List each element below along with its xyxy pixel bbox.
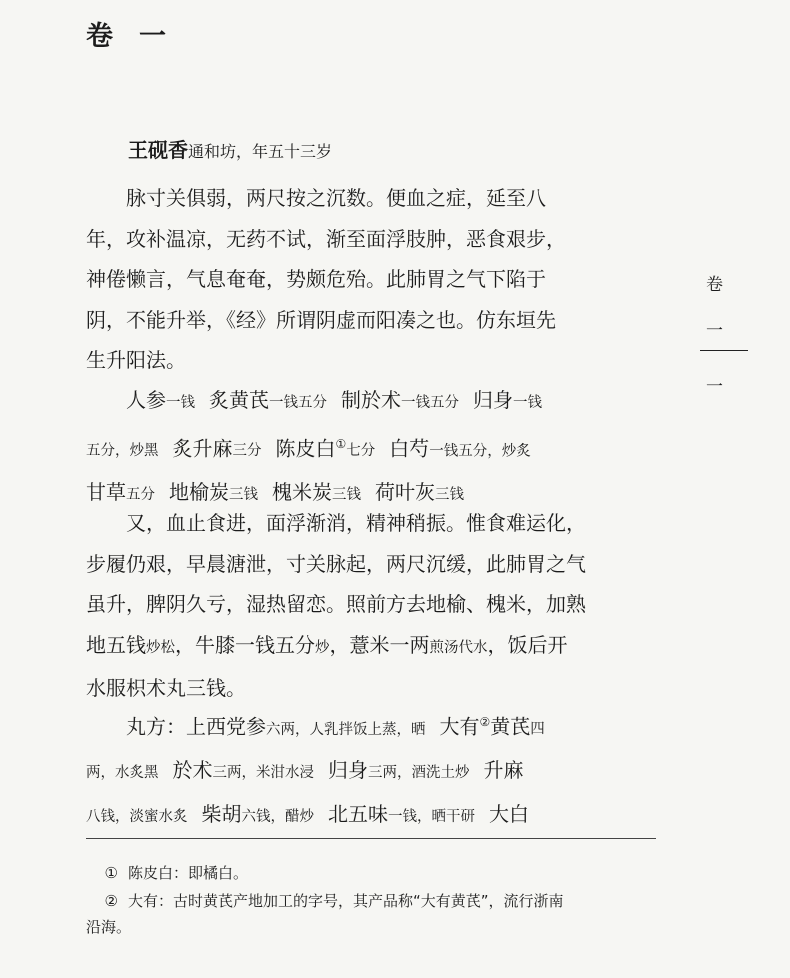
side-label-top: 卷 bbox=[706, 275, 723, 295]
text-line: 水服枳术丸三钱。 bbox=[86, 676, 246, 700]
side-label-mid: 一 bbox=[706, 321, 723, 341]
text-line: 神倦懒言，气息奄奄，势颇危殆。此肺胃之气下陷于 bbox=[86, 267, 546, 291]
text-line: 生升阳法。 bbox=[86, 348, 186, 372]
chapter-title-right: 一 bbox=[139, 21, 168, 52]
chapter-title-left: 卷 bbox=[86, 21, 115, 52]
footnote-ref-2: ② bbox=[479, 715, 491, 729]
text-line: 虽升，脾阴久亏，湿热留恋。照前方去地榆、槐米，加熟 bbox=[86, 592, 586, 616]
case-paragraph-2 bbox=[86, 503, 666, 709]
footnote-mark: ② bbox=[104, 892, 118, 910]
footnote-2 bbox=[86, 888, 666, 940]
text-line: 甘草五分 地榆炭三钱 槐米炭三钱 荷叶灰三钱 bbox=[86, 479, 464, 504]
patient-name: 王砚香 bbox=[128, 138, 188, 162]
text-line: 八钱，淡蜜水炙 柴胡六钱，醋炒 北五味一钱，晒干研 大白 bbox=[86, 801, 529, 826]
text-line: 步履仍艰，早晨溏泄，寸关脉起，两尺沉缓，此肺胃之气 bbox=[86, 551, 586, 576]
text-line: 两，水炙黑 於术三两，米泔水浸 归身三两，酒洗土炒 升麻 bbox=[86, 758, 524, 783]
text-line: 又，血止食进，面浮渐消，精神稍振。惟食难运化， bbox=[126, 511, 586, 535]
text-line: 年，攻补温凉，无药不试，渐至面浮肢肿，恶食艰步， bbox=[86, 226, 566, 251]
text-line: 人参一钱 炙黄芪一钱五分 制於术一钱五分 归身一钱 bbox=[126, 388, 542, 412]
footnote-divider bbox=[86, 838, 656, 839]
herb: 人参 bbox=[126, 388, 166, 412]
text-line: 地五钱炒松，牛膝一钱五分炒，薏米一两煎汤代水，饭后开 bbox=[86, 632, 568, 657]
text-line: 阴，不能升举，《经》所谓阴虚而阳凑之也。仿东垣先 bbox=[86, 307, 556, 332]
footnote-text: 大有：古时黄芪产地加工的字号，其产品称“大有黄芪”，流行浙南 bbox=[128, 892, 564, 910]
footnote-mark: ① bbox=[104, 864, 118, 882]
footnote-1 bbox=[86, 860, 666, 886]
case-heading bbox=[128, 134, 332, 163]
chapter-title bbox=[86, 14, 168, 53]
side-divider bbox=[700, 350, 748, 351]
footnote-text: 陈皮白：即橘白。 bbox=[128, 864, 249, 882]
pill-formula bbox=[86, 702, 666, 837]
case-paragraph-1 bbox=[86, 178, 666, 381]
footnote-ref-1: ① bbox=[335, 436, 347, 451]
footnote-text-cont: 沿海。 bbox=[86, 918, 132, 936]
patient-meta: 通和坊，年五十三岁 bbox=[188, 142, 333, 161]
text-line: 五分，炒黑 炙升麻三分 陈皮白①七分 白芍一钱五分，炒炙 bbox=[86, 436, 531, 461]
prescription-1 bbox=[86, 380, 666, 515]
side-page-number: 一 bbox=[706, 377, 723, 397]
text-line: 丸方：上西党参六两，人乳拌饭上蒸，晒 大有②黄芪四 bbox=[126, 714, 545, 739]
text-line: 脉寸关俱弱，两尺按之沉数。便血之症，延至八 bbox=[126, 186, 546, 210]
